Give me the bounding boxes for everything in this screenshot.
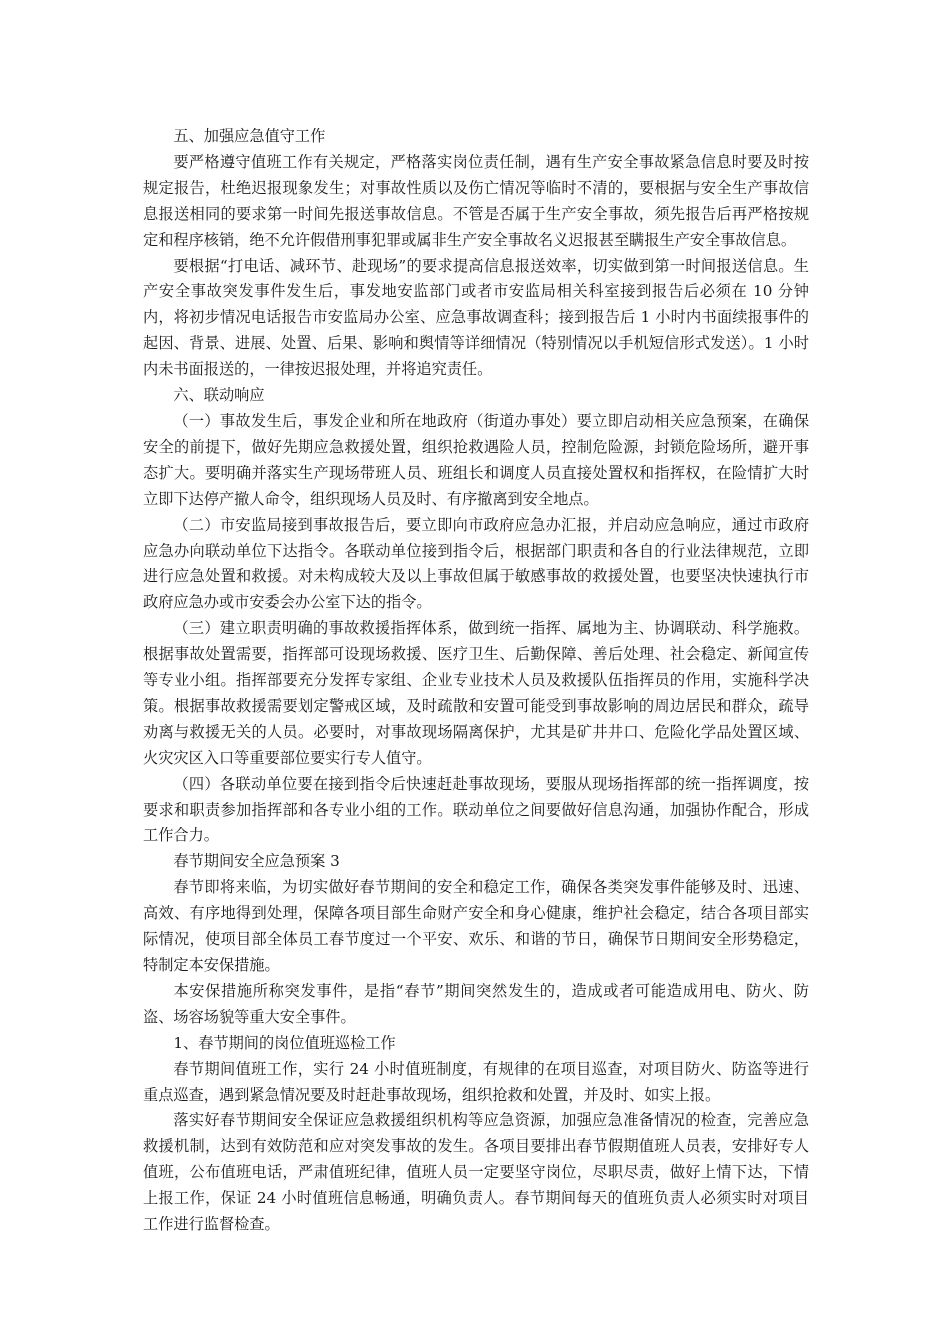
section-heading: 1、春节期间的岗位值班巡检工作 xyxy=(173,1033,396,1052)
body-paragraph: 春节即将来临，为切实做好春节期间的安全和稳定工作，确保各类突发事件能够及时、迅速、高效、有序地得到处理，保障各项目部生命财产安全和身心健康，维护社会稳定，结合各项目部实际情况，使项目部全体员工春节度过一个平安、欢乐、和谐的节日，确保节日期间安全形势稳定，特制定本安保措施。 xyxy=(143,878,809,974)
document-page xyxy=(143,124,809,1238)
body-paragraph: 春节期间值班工作，实行 24 小时值班制度，有规律的在项目巡查，对项目防火、防盗等进行重点巡查，遇到紧急情况要及时赶赴事故现场，组织抢救和处置，并及时、如实上报。 xyxy=(143,1059,809,1104)
section-heading: 六、联动响应 xyxy=(173,386,265,405)
document-title: 春节期间安全应急预案 3 xyxy=(173,852,340,871)
body-paragraph: （二）市安监局接到事故报告后，要立即向市政府应急办汇报，并启动应急响应，通过市政府应急办向联动单位下达指令。各联动单位接到指令后，根据部门职责和各自的行业法律规范，立即进行应急处置和救援。对未构成较大及以上事故但属于敏感事故的救援处置，也要坚决快速执行市政府应急办或市安委会办公室下达的指令。 xyxy=(143,515,809,612)
body-paragraph: 要严格遵守值班工作有关规定，严格落实岗位责任制，遇有生产安全事故紧急信息时要及时按规定报告，杜绝迟报现象发生；对事故性质以及伤亡情况等临时不清的，要根据与安全生产事故信息报送相同的要求第一时间先报送事故信息。不管是否属于生产安全事故，须先报告后再严格按规定和程序核销，绝不允许假借刑事犯罪或属非生产安全事故名义迟报甚至瞒报生产安全事故信息。 xyxy=(143,152,809,249)
body-paragraph: （三）建立职责明确的事故救援指挥体系，做到统一指挥、属地为主、协调联动、科学施救。根据事故处置需要，指挥部可设现场救援、医疗卫生、后勤保障、善后处理、社会稳定、新闻宣传等专业小组。指挥部要充分发挥专家组、企业专业技术人员及救援队伍指挥员的作用，实施科学决策。根据事故救援需要划定警戒区域，及时疏散和安置可能受到事故影响的周边居民和群众，疏导劝离与救援无关的人员。必要时，对事故现场隔离保护，尤其是矿井井口、危险化学品处置区域、火灾灾区入口等重要部位要实行专人值守。 xyxy=(143,619,809,767)
body-paragraph: 要根据“打电话、减环节、赴现场”的要求提高信息报送效率，切实做到第一时间报送信息。生产安全事故突发事件发生后，事发地安监部门或者市安监局相关科室接到报告后必须在 10 分钟内，将初步情况电话报告市安监局办公室、应急事故调查科；接到报告后 1 小时内书面续报事件的起因、背景、进展、处置、后果、影响和舆情等详细情况（特别情况以手机短信形式发送）。1 小时内未书面报送的，一律按迟报处理，并将追究责任。 xyxy=(143,256,809,379)
body-paragraph: 落实好春节期间安全保证应急救援组织机构等应急资源，加强应急准备情况的检查，完善应急救援机制，达到有效防范和应对突发事故的发生。各项目要排出春节假期值班人员表，安排好专人值班，公布值班电话，严肃值班纪律，值班人员一定要坚守岗位，尽职尽责，做好上情下达，下情上报工作，保证 24 小时值班信息畅通，明确负责人。春节期间每天的值班负责人必须实时对项目工作进行监督检查。 xyxy=(143,1111,809,1234)
section-heading: 五、加强应急值守工作 xyxy=(173,127,326,145)
body-paragraph: （四）各联动单位要在接到指令后快速赶赴事故现场，要服从现场指挥部的统一指挥调度，按要求和职责参加指挥部和各专业小组的工作。联动单位之间要做好信息沟通，加强协作配合，形成工作合力。 xyxy=(143,774,809,845)
body-paragraph: 本安保措施所称突发事件，是指“春节”期间突然发生的，造成或者可能造成用电、防火、防盗、场容场貌等重大安全事件。 xyxy=(143,981,809,1026)
body-paragraph: （一）事故发生后，事发企业和所在地政府（街道办事处）要立即启动相关应急预案，在确保安全的前提下，做好先期应急救援处置，组织抢救遇险人员，控制危险源，封锁危险场所，避开事态扩大。要明确并落实生产现场带班人员、班组长和调度人员直接处置权和指挥权，在险情扩大时立即下达停产撤人命令，组织现场人员及时、有序撤离到安全地点。 xyxy=(143,411,809,508)
